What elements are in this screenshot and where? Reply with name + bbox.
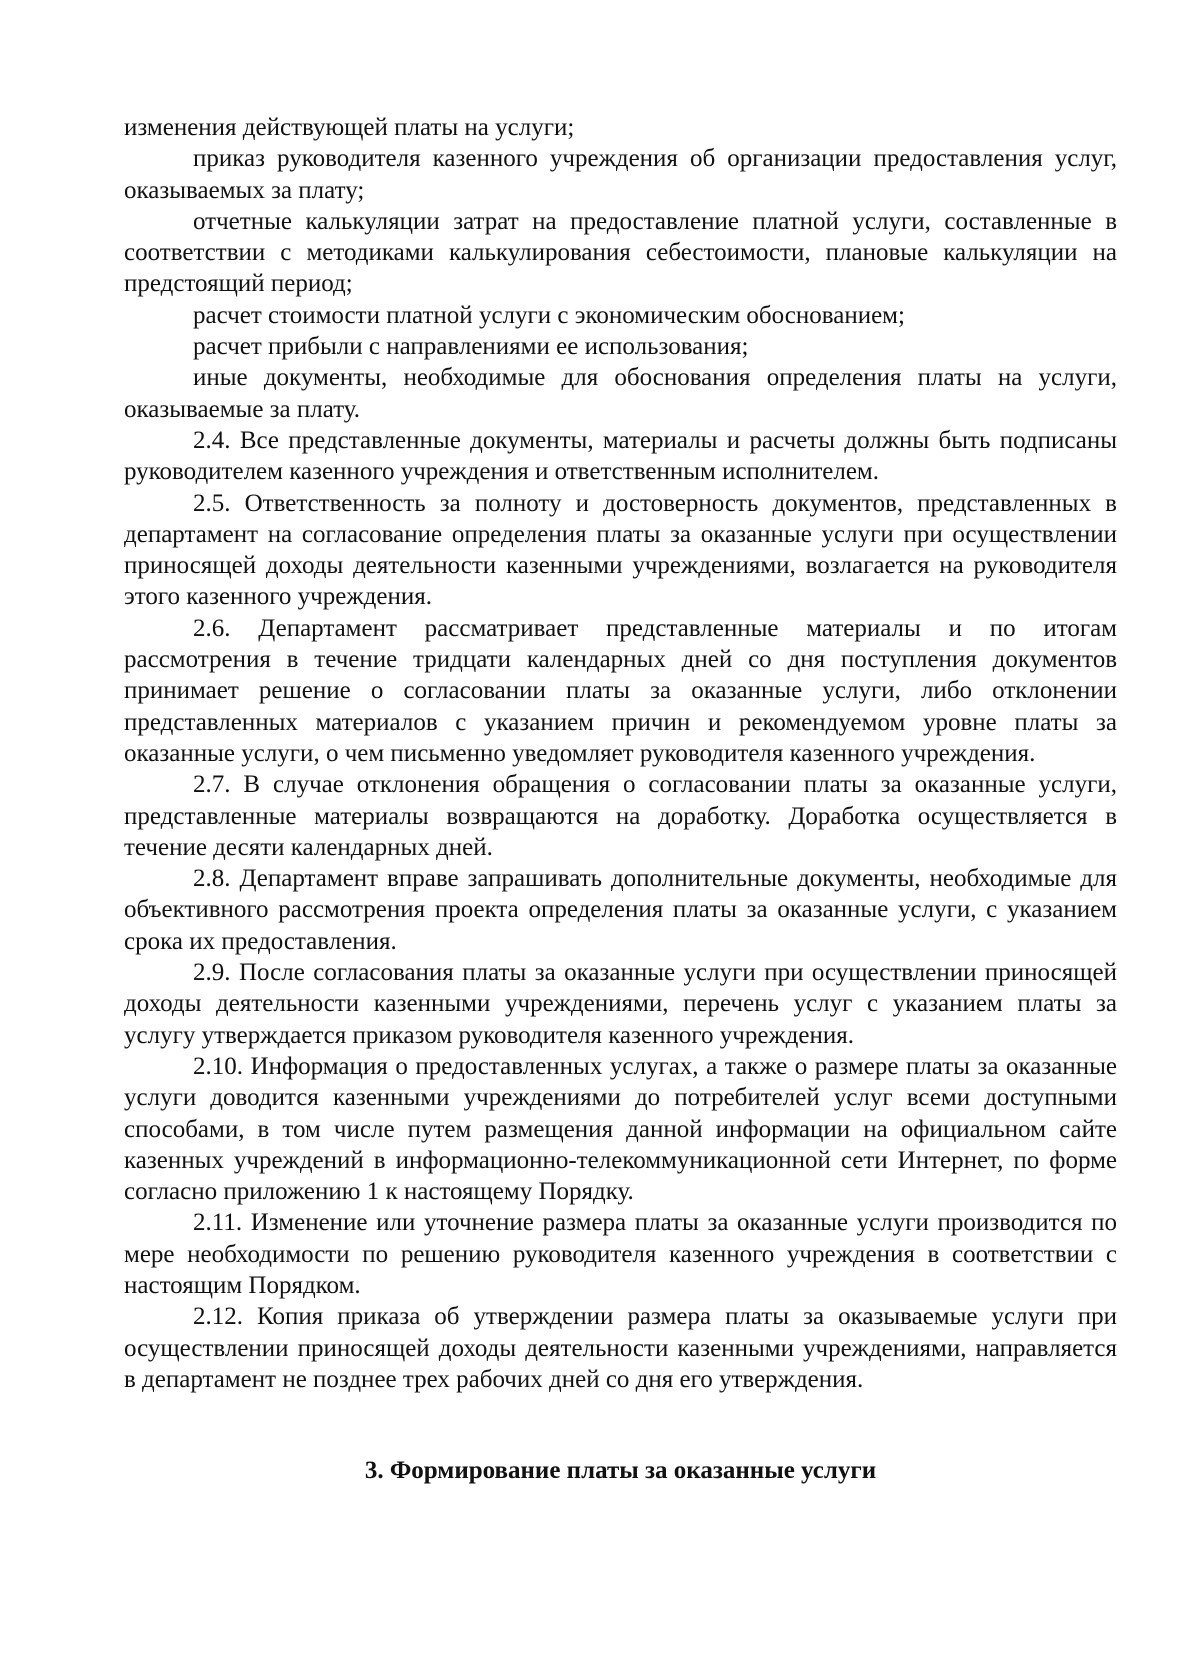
paragraph-2-9: 2.9. После согласования платы за оказанные услуги при осуществлении приносящей доходы деятельности казенными учреждениями, перечень услуг с указанием платы за услугу утверждается приказом руководителя казенного учреждения. bbox=[124, 959, 1117, 1049]
paragraph-order-document: приказ руководителя казенного учреждения об организации предоставления услуг, оказываемых за плату; bbox=[124, 145, 1117, 204]
paragraph-continuation: изменения действующей платы на услуги; bbox=[124, 114, 575, 141]
section-heading: 3. Формирование платы за оказанные услуги bbox=[364, 1457, 877, 1484]
paragraph-2-12: 2.12. Копия приказа об утверждении размера платы за оказываемые услуги при осуществлении приносящей доходы деятельности казенными учреждениями, направляется в департамент не позднее трех рабочих дней со дня его утверждения. bbox=[124, 1303, 1117, 1393]
paragraph-other-documents: иные документы, необходимые для обоснования определения платы на услуги, оказываемые за плату. bbox=[124, 364, 1117, 423]
paragraph-2-8: 2.8. Департамент вправе запрашивать дополнительные документы, необходимые для объективного рассмотрения проекта определения платы за оказанные услуги, с указанием срока их предоставления. bbox=[124, 865, 1117, 955]
paragraph-2-11: 2.11. Изменение или уточнение размера платы за оказанные услуги производится по мере необходимости по решению руководителя казенного учреждения в соответствии с настоящим Порядком. bbox=[124, 1209, 1117, 1299]
paragraph-2-4: 2.4. Все представленные документы, материалы и расчеты должны быть подписаны руководителем казенного учреждения и ответственным исполнителем. bbox=[124, 426, 1117, 486]
document-body bbox=[124, 112, 1117, 1395]
paragraph-2-6: 2.6. Департамент рассматривает представленные материалы и по итогам рассмотрения в течение тридцати календарных дней со дня поступления документов принимает решение о согласовании платы за оказанные услуги, либо отклонении представленных материалов с указанием причин и рекомендуемом уровне платы за оказанные услуги, о чем письменно уведомляет руководителя казенного учреждения. bbox=[124, 614, 1117, 767]
paragraph-profit-calculation: расчет прибыли с направлениями ее использования; bbox=[193, 333, 749, 361]
paragraph-2-5: 2.5. Ответственность за полноту и достоверность документов, представленных в департамент на согласование определения платы за оказанные услуги при осуществлении приносящей доходы деятельности казенными учреждениями, возлагается на руководителя этого казенного учреждения. bbox=[124, 489, 1117, 611]
paragraph-2-7: 2.7. В случае отклонения обращения о согласовании платы за оказанные услуги, представленные материалы возвращаются на доработку. Доработка осуществляется в течение десяти календарных дней. bbox=[124, 771, 1117, 861]
paragraph-2-10: 2.10. Информация о предоставленных услугах, а также о размере платы за оказанные услуги доводится казенными учреждениями до потребителей услуг всеми доступными способами, в том числе путем размещения данной информации на официальном сайте казенных учреждений в информационно-телекоммуникационной сети Интернет, по форме согласно приложению 1 к настоящему Порядку. bbox=[124, 1052, 1117, 1206]
paragraph-cost-calculations: отчетные калькуляции затрат на предоставление платной услуги, составленные в соответствии с методиками калькулирования себестоимости, плановые калькуляции на предстоящий период; bbox=[124, 207, 1117, 298]
paragraph-service-cost: расчет стоимости платной услуги с экономическим обоснованием; bbox=[193, 301, 905, 329]
